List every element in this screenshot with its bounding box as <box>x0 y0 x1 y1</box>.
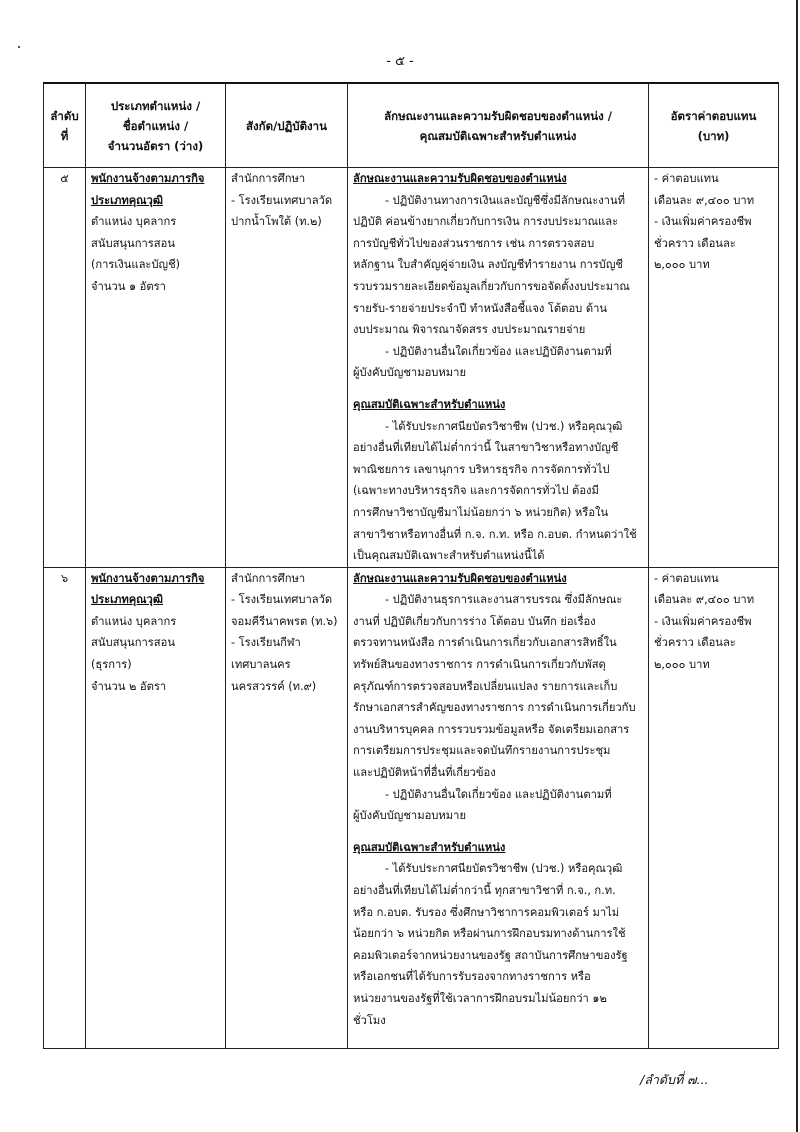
header-pay <box>649 83 779 168</box>
text-line: ทรัพย์สินของทางราชการ การดำเนินการเกี่ยวกับพัสดุ <box>353 658 606 672</box>
header-text: ลักษณะงานและความรับผิดชอบของตำแหน่ง / <box>384 108 612 123</box>
text-line: สำนักการศึกษา <box>231 172 306 185</box>
text-line: - เงินเพิ่มค่าครองชีพ <box>654 215 752 229</box>
text-line: ๒,๐๐๐ บาท <box>654 658 710 672</box>
qualification-heading: คุณสมบัติเฉพาะสำหรับตำแหน่ง <box>353 397 506 411</box>
text-line: ตรวจทานหนังสือ การดำเนินการเกี่ยวกับเอกสารสิทธิ์ใน <box>353 636 617 650</box>
spacer <box>353 827 643 837</box>
text-line: พนักงานจ้างตามภารกิจ <box>91 571 205 585</box>
text-line: (การเงินและบัญชี) <box>91 258 181 272</box>
text-line: คอมพิวเตอร์จากหน่วยงานของรัฐ สถาบันการศึกษาของรัฐ <box>353 948 628 962</box>
text-line: - โรงเรียนเทศบาลวัด <box>231 193 333 207</box>
row-number-text: ๕ <box>60 172 69 185</box>
text-line: หน่วยงานของรัฐที่ใช้เวลาการฝึกอบรมไม่น้อยกว่า ๑๒ <box>353 991 607 1005</box>
position-cell <box>86 567 226 1048</box>
text-line: เดือนละ ๙,๔๐๐ บาท <box>654 193 755 207</box>
text-line: ตำแหน่ง บุคลากร <box>91 215 177 229</box>
text-line: - ค่าตอบแทน <box>654 172 719 185</box>
header-text: จำนวนอัตรา (ว่าง) <box>107 138 204 153</box>
header-text: ที่ <box>60 128 69 143</box>
header-text: (บาท) <box>697 128 730 143</box>
spacer <box>353 384 643 394</box>
text-line: - โรงเรียนเทศบาลวัด <box>231 593 333 607</box>
text-line: ประเภทคุณวุฒิ <box>91 593 163 607</box>
text-line: ตำแหน่ง บุคลากร <box>91 614 177 628</box>
header-text: ชื่อตำแหน่ง / <box>122 118 189 133</box>
text-line: พาณิชยการ เลขานุการ บริหารธุรกิจ การจัดการทั่วไป <box>353 462 610 476</box>
text-line: (เฉพาะทางบริหารธุรกิจ และการจัดการทั่วไป ต้องมี <box>353 484 599 498</box>
page-edge-line <box>796 0 798 1132</box>
text-line: - ปฏิบัติงานอื่นใดเกี่ยวข้อง และปฏิบัติงานตามที่ <box>385 787 612 801</box>
text-line: - ปฏิบัติงานทางการเงินและบัญชีซึ่งมีลักษณะงานที่ <box>385 193 625 207</box>
header-text: คุณสมบัติเฉพาะสำหรับตำแหน่ง <box>419 128 577 143</box>
text-line: หรือ ก.อบต. รับรอง ซึ่งศึกษาวิชาการคอมพิวเตอร์ มาไม่ <box>353 905 620 919</box>
text-line: การเตรียมการประชุมและจดบันทึกรายงานการประชุม <box>353 744 611 758</box>
text-line: เดือนละ ๙,๔๐๐ บาท <box>654 593 755 607</box>
header-text: ประเภทตำแหน่ง / <box>110 98 201 113</box>
unit-cell <box>226 168 348 568</box>
table-header-row <box>44 83 779 168</box>
page-number: - ๕ - <box>386 54 414 69</box>
row-number <box>44 168 86 568</box>
duty-cell <box>348 168 649 568</box>
text-line: หลักฐาน ใบสำคัญคู่จ่ายเงิน ลงบัญชีทำรายงาน การบัญชี <box>353 258 624 272</box>
text-line: - ได้รับประกาศนียบัตรวิชาชีพ (ปวช.) หรือคุณวุฒิ <box>385 862 623 876</box>
text-line: ชั่วคราว เดือนละ <box>654 236 736 250</box>
text-line: ชั่วคราว เดือนละ <box>654 636 736 650</box>
text-line: จอมคีรีนาคพรต (ท.๖) <box>231 614 338 628</box>
text-line: น้อยกว่า ๖ หน่วยกิต หรือผ่านการฝึกอบรมทางด้านการใช้ <box>353 927 626 941</box>
text-line: รวบรวมรายละเอียดข้อมูลเกี่ยวกับการขอจัดตั้งงบประมาณ <box>353 279 630 293</box>
text-line: เป็นคุณสมบัติเฉพาะสำหรับตำแหน่งนี้ได้ <box>353 549 545 563</box>
text-line: อย่างอื่นที่เทียบได้ไม่ต่ำกว่านี้ ในสาขาวิชาหรือทางบัญชี <box>353 441 619 455</box>
text-line: ชั่วโมง <box>353 1013 386 1027</box>
qualification-heading: คุณสมบัติเฉพาะสำหรับตำแหน่ง <box>353 840 506 854</box>
text-line: พนักงานจ้างตามภารกิจ <box>91 172 205 185</box>
text-line: การศึกษาวิชาบัญชีมาไม่น้อยกว่า ๖ หน่วยกิต) หรือใน <box>353 505 609 519</box>
text-line: ประเภทคุณวุฒิ <box>91 193 163 207</box>
text-line: - เงินเพิ่มค่าครองชีพ <box>654 614 752 628</box>
pay-cell <box>649 567 779 1048</box>
text-line: สนับสนุนการสอน <box>91 236 175 250</box>
continuation-note: /ลำดับที่ ๗... <box>640 1072 709 1087</box>
text-line: การบัญชีทั่วไปของส่วนราชการ เช่น การตรวจสอบ <box>353 236 595 250</box>
text-line: สาขาวิชาหรือทางอื่นที่ ก.จ. ก.ท. หรือ ก.อบต. กำหนดว่าใช้ <box>353 527 637 541</box>
text-line: นครสวรรค์ (ท.๙) <box>231 679 317 693</box>
header-no <box>44 83 86 168</box>
text-line: ผู้บังคับบัญชามอบหมาย <box>353 809 466 823</box>
text-line: รายรับ-รายจ่ายประจำปี ทำหนังสือชี้แจง โต้ตอบ ด้าน <box>353 301 608 315</box>
duty-heading: ลักษณะงานและความรับผิดชอบของตำแหน่ง <box>353 571 567 585</box>
text-line: - ปฏิบัติงานธุรการและงานสารบรรณ ซึ่งมีลักษณะ <box>385 593 623 607</box>
duty-heading: ลักษณะงานและความรับผิดชอบของตำแหน่ง <box>353 172 567 185</box>
text-line: ๒,๐๐๐ บาท <box>654 258 710 272</box>
text-line: สำนักการศึกษา <box>231 571 306 585</box>
text-line: งบประมาณ พิจารณาจัดสรร งบประมาณรายจ่าย <box>353 323 586 337</box>
text-line: จำนวน ๑ อัตรา <box>91 279 166 293</box>
text-line: หรือเอกชนที่ได้รับการรับรองจากทางราชการ หรือ <box>353 970 591 984</box>
unit-cell <box>226 567 348 1048</box>
row-number-text: ๖ <box>60 571 69 585</box>
scan-speck <box>18 46 20 48</box>
text-line: (ธุรการ) <box>91 658 132 672</box>
header-text: อัตราค่าตอบแทน <box>670 108 757 123</box>
text-line: ปฏิบัติ ค่อนข้างยากเกี่ยวกับการเงิน การงบประมาณและ <box>353 215 619 229</box>
text-line: เทศบาลนคร <box>231 658 291 672</box>
text-line: และปฏิบัติหน้าที่อื่นที่เกี่ยวข้อง <box>353 766 496 780</box>
position-cell <box>86 168 226 568</box>
pay-cell <box>649 168 779 568</box>
row-number <box>44 567 86 1048</box>
text-line: อย่างอื่นที่เทียบได้ไม่ต่ำกว่านี้ ทุกสาขาวิชาที่ ก.จ., ก.ท. <box>353 884 616 897</box>
table-row <box>44 567 779 1048</box>
text-line: - ค่าตอบแทน <box>654 571 719 585</box>
text-line: - ปฏิบัติงานอื่นใดเกี่ยวข้อง และปฏิบัติงานตามที่ <box>385 344 612 358</box>
text-line: ครุภัณฑ์การตรวจสอบหรือเปลี่ยนแปลง รายการและเก็บ <box>353 679 618 693</box>
text-line: จำนวน ๒ อัตรา <box>91 679 167 693</box>
header-position <box>86 83 226 168</box>
text-line: - ได้รับประกาศนียบัตรวิชาชีพ (ปวช.) หรือคุณวุฒิ <box>385 419 623 433</box>
header-unit <box>226 83 348 168</box>
text-line: - โรงเรียนกีฬา <box>231 636 301 650</box>
text-line: สนับสนุนการสอน <box>91 636 175 650</box>
positions-table <box>43 82 779 1049</box>
text-line: งานที่ ปฏิบัติเกี่ยวกับการร่าง โต้ตอบ บันทึก ย่อเรื่อง <box>353 614 596 628</box>
text-line: งานบริหารบุคคล การรวบรวมข้อมูลหรือ จัดเตรียมเอกสาร <box>353 722 630 736</box>
header-duty <box>348 83 649 168</box>
text-line: ผู้บังคับบัญชามอบหมาย <box>353 366 466 380</box>
header-text: ลำดับ <box>50 108 79 123</box>
duty-cell <box>348 567 649 1048</box>
text-line: รักษาเอกสารสำคัญของทางราชการ การดำเนินการเกี่ยวกับ <box>353 701 636 715</box>
table-row <box>44 168 779 568</box>
header-text: สังกัด/ปฏิบัติงาน <box>246 118 327 133</box>
text-line: ปากน้ำโพใต้ (ท.๒) <box>231 215 322 229</box>
